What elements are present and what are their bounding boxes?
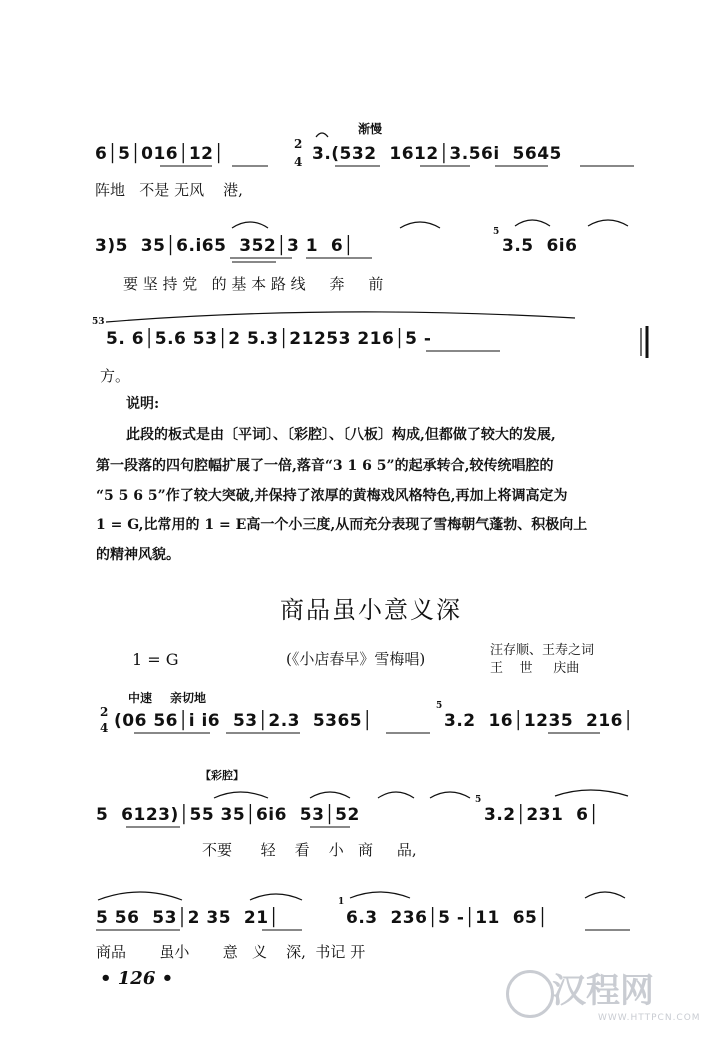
page-number: • 126 • — [100, 968, 174, 989]
key-signature: 1 = G — [132, 650, 179, 669]
credits-composer: 王 世 庆曲 — [490, 661, 580, 676]
score-row-1-lyrics: 阵地 不是 无风 港, — [95, 181, 243, 199]
score-row-3-notes: 5. 6│5.6 53│2 5.3│21253 216│5 - — [106, 329, 432, 349]
score-row-2-lyrics: 要 坚 持 党 的 基 本 路 线 奔 前 — [123, 275, 384, 293]
score-row-2-notes-continued: 3.5 6i6 — [502, 236, 578, 256]
time-signature-top: 2 — [100, 705, 109, 719]
score-row-1-notes-continued: 3.(532 1612│3.56i 5645 — [312, 144, 562, 164]
explanation-heading: 说明: — [126, 396, 160, 412]
explanation-line: 的精神风貌。 — [96, 547, 180, 563]
song-row-3-notes-continued: 6.3 236│5 -│11 65│ — [346, 908, 549, 928]
explanation-line: “5 5 6 5”作了较大突破,并保持了浓厚的黄梅戏风格特色,再加上将调高定为 — [96, 488, 568, 504]
score-row-1-notes: 6│5│016│12│ — [95, 144, 225, 164]
song-row-3-lyrics: 商品 虽小 意 义 深, 书记 开 — [96, 943, 366, 961]
song-row-1-notes-continued: 3.2 16│1235 216│ — [444, 711, 634, 731]
tempo-mark: 中速 — [128, 691, 153, 705]
grace-note: 53 — [92, 317, 105, 327]
song-row-2-notes: 5 6123)│55 35│6i6 53│52 — [96, 805, 360, 825]
score-row-2-notes: 3)5 35│6.i65 352│3 1 6│ — [95, 236, 354, 256]
time-signature-top: 2 — [294, 137, 303, 151]
credits-lyricist: 汪存顺、王寿之词 — [490, 643, 595, 658]
watermark-text: 汉程网 — [552, 971, 654, 1011]
grace-note: 5 — [436, 701, 443, 711]
grace-note: 5 — [493, 227, 500, 237]
time-signature-bottom: 4 — [100, 721, 109, 735]
explanation-line: 1 = G,比常用的 1 = E高一个小三度,从而充分表现了雪梅朝气蓬勃、积极向上 — [96, 517, 588, 533]
song-row-3-notes: 5 56 53│2 35 21│ — [96, 908, 280, 928]
tempo-mark: 渐慢 — [358, 122, 383, 136]
section-label: 【彩腔】 — [200, 769, 244, 782]
song-source: (《小店春早》雪梅唱) — [286, 650, 426, 668]
score-row-3-lyrics: 方。 — [100, 367, 131, 385]
song-row-2-notes-continued: 3.2│231 6│ — [484, 805, 600, 825]
explanation-line: 此段的板式是由〔平词〕、〔彩腔〕、〔八板〕构成,但都做了较大的发展, — [126, 427, 556, 443]
watermark-url: WWW.HTTPCN.COM — [598, 1013, 701, 1023]
expression-mark: 亲切地 — [170, 691, 207, 705]
grace-note: 5 — [475, 795, 482, 805]
time-signature-bottom: 4 — [294, 155, 303, 169]
explanation-line: 第一段落的四句腔幅扩展了一倍,落音“3 1 6 5”的起承转合,较传统唱腔的 — [96, 458, 554, 474]
song-row-2-lyrics: 不要 轻 看 小 商 品, — [202, 841, 417, 859]
song-title: 商品虽小意义深 — [280, 596, 462, 624]
song-row-1-notes: (06 56│i i6 53│2.3 5365│ — [114, 711, 373, 731]
grace-note: 1 — [338, 897, 345, 907]
